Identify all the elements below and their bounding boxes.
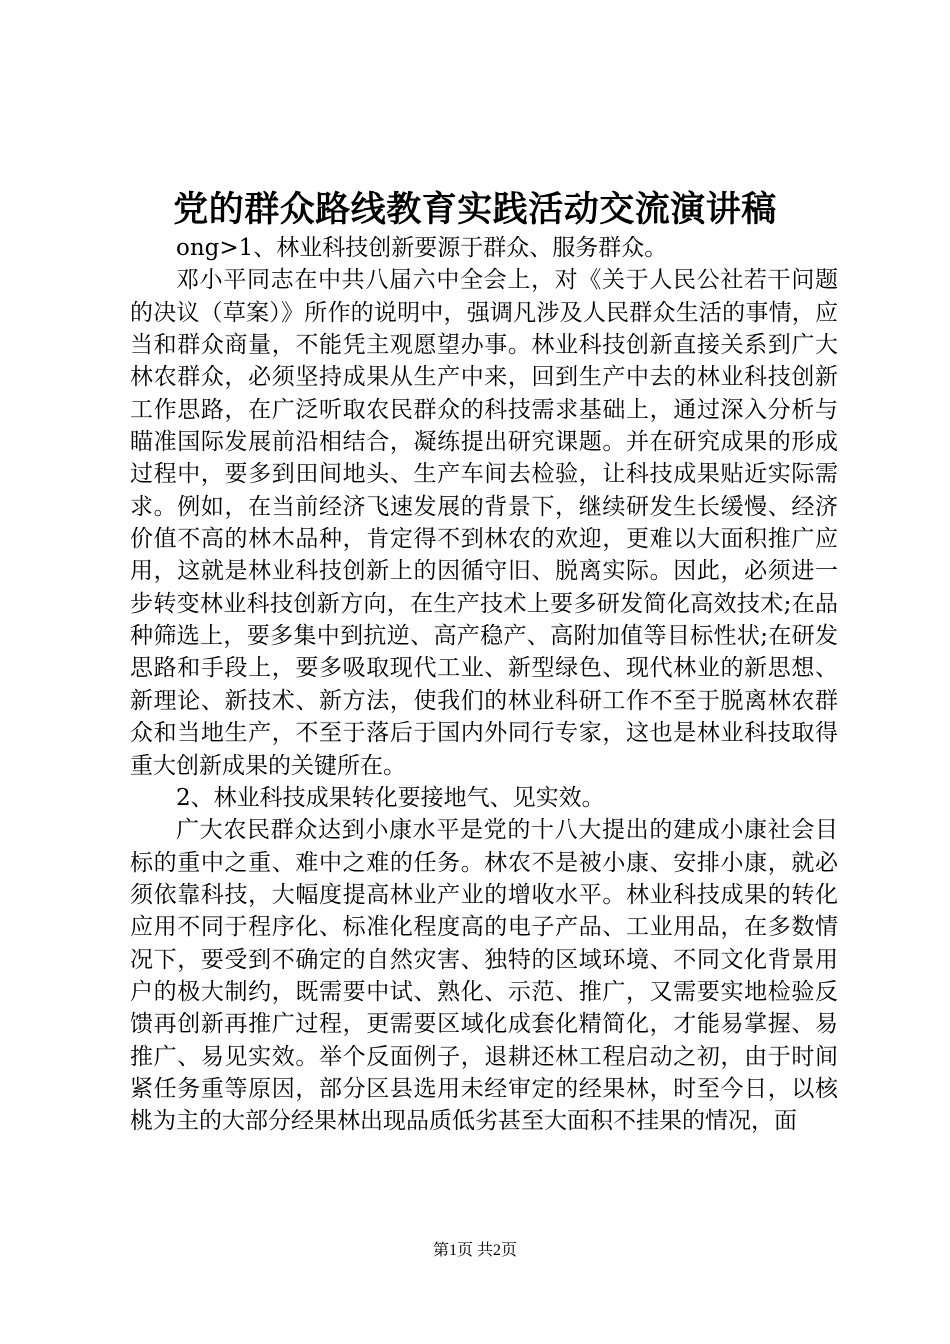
document-title: 党的群众路线教育实践活动交流演讲稿 [173, 189, 777, 230]
document-body [130, 232, 838, 1138]
paragraph-heading-1: ong>1、林业科技创新要源于群众、服务群众。 [176, 235, 668, 261]
paragraph: 邓小平同志在中共八届六中全会上，对《关于人民公社若干问题的决议（草案）》所作的说明中，强调凡涉及人民群众生活的事情，应当和群众商量，不能凭主观愿望办事。林业科技创新直接关系到广大林农群众，必须坚持成果从生产中来，回到生产中去的林业科技创新工作思路，在广泛听取农民群众的科技需求基础上，通过深入分析与瞄准国际发展前沿相结合，凝练提出研究课题。并在研究成果的形成过程中，要多到田间地头、生产车间去检验，让科技成果贴近实际需求。例如，在当前经济飞速发展的背景下，继续研发生长缓慢、经济价值不高的林木品种，肯定得不到林农的欢迎，更难以大面积推广应用，这就是林业科技创新上的因循守旧、脱离实际。因此，必须进一步转变林业科技创新方向，在生产技术上要多研发简化高效技术;在品种筛选上，要多集中到抗逆、高产稳产、高附加值等目标性状;在研发思路和手段上，要多吸取现代工业、新型绿色、现代林业的新思想、新理论、新技术、新方法，使我们的林业科研工作不至于脱离林农群众和当地生产，不至于落后于国内外同行专家，这也是林业科技取得重大创新成果的关键所在。 [130, 267, 838, 779]
paragraph-heading-2: 2、林业科技成果转化要接地气、见实效。 [176, 784, 605, 811]
page-footer: 第1页 共2页 [432, 1242, 517, 1259]
paragraph: 广大农民群众达到小康水平是党的十八大提出的建成小康社会目标的重中之重、难中之难的任务。林农不是被小康、安排小康，就必须依靠科技，大幅度提高林业产业的增收水平。林业科技成果的转化应用不同于程序化、标准化程度高的电子产品、工业用品，在多数情况下，要受到不确定的自然灾害、独特的区域环境、不同文化背景用户的极大制约，既需要中试、熟化、示范、推广，又需要实地检验反馈再创新再推广过程，更需要区域化成套化精简化，才能易掌握、易推广、易见实效。举个反面例子，退耕还林工程启动之初，由于时间紧任务重等原因，部分区县选用未经审定的经果林，时至今日，以核桃为主的大部分经果林出现品质低劣甚至大面积不挂果的情况，面 [130, 817, 838, 1135]
